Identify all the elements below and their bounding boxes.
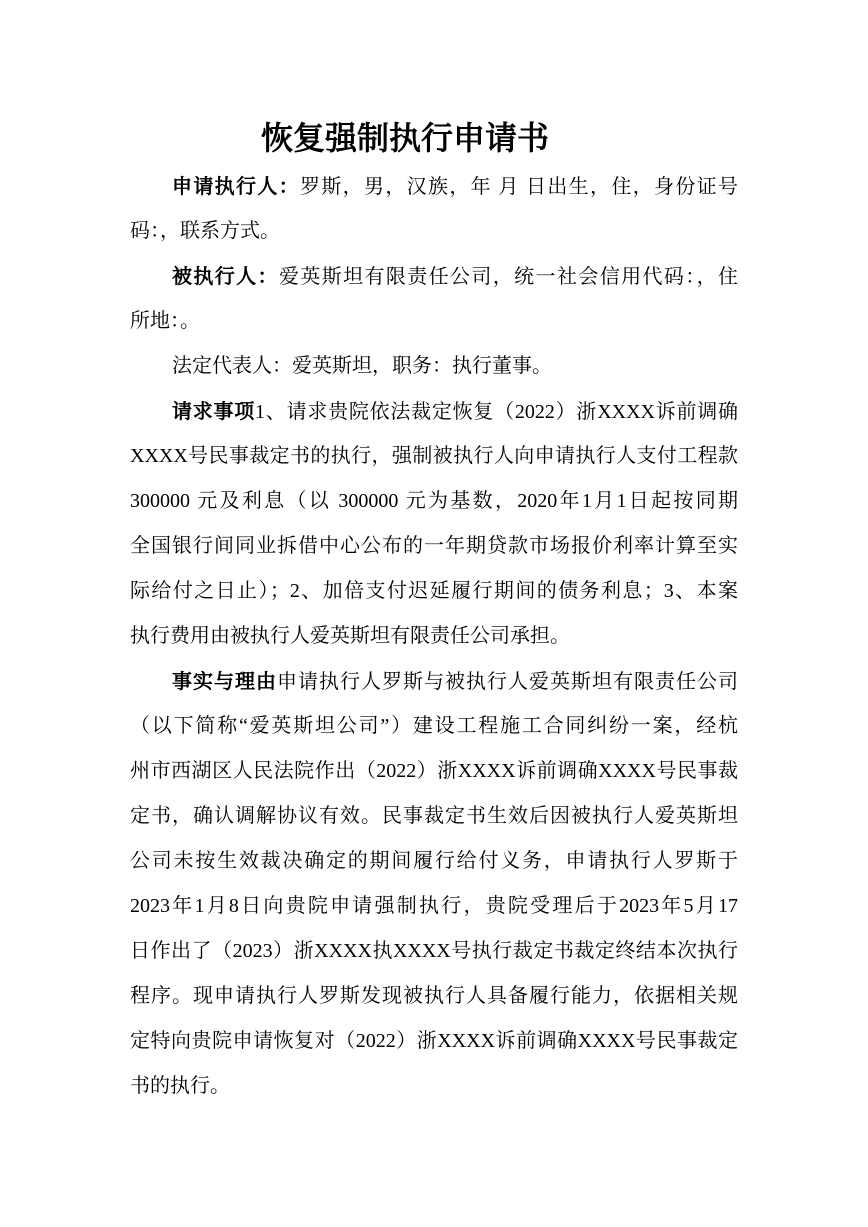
respondent-paragraph	[130, 254, 738, 344]
paragraph-line: （以下简称“爱英斯坦公司”）建设工程施工合同纠纷一案，经杭	[130, 715, 738, 737]
paragraph-line	[130, 389, 738, 434]
paragraph-line	[130, 254, 738, 299]
paragraph-line: 公司未按生效裁决确定的期间履行给付义务，申请执行人罗斯于	[130, 850, 738, 872]
paragraph-line: 际给付之日止）；2、加倍支付迟延履行期间的债务利息；3、本案	[130, 580, 738, 602]
line-text: 罗斯，男，汉族，年 月 日出生，住，身份证号	[300, 176, 738, 198]
paragraph-line: 300000 元及利息（以 300000 元为基数，2020年1月1日起按同期	[130, 490, 738, 512]
paragraph-line: 定特向贵院申请恢复对（2022）浙XXXX诉前调确XXXX号民事裁定	[130, 1030, 738, 1052]
applicant-label: 申请执行人：	[172, 174, 300, 198]
legal-representative-paragraph	[130, 344, 738, 389]
paragraph-line: 书的执行。	[130, 1075, 230, 1097]
claims-paragraph	[130, 389, 738, 659]
paragraph-line: 定书，确认调解协议有效。民事裁定书生效后因被执行人爱英斯坦	[130, 805, 738, 827]
paragraph-line: 州市西湖区人民法院作出（2022）浙XXXX诉前调确XXXX号民事裁	[130, 760, 738, 782]
document-body	[130, 164, 738, 1109]
document-title: 恢复强制执行申请书	[260, 119, 549, 157]
paragraph-line: 日作出了（2023）浙XXXX执XXXX号执行裁定书裁定终结本次执行	[130, 940, 738, 962]
line-text: 爱英斯坦有限责任公司，统一社会信用代码：，住	[278, 266, 738, 288]
paragraph-line: 程序。现申请执行人罗斯发现被执行人具备履行能力，依据相关规	[130, 985, 738, 1007]
paragraph-line	[130, 164, 738, 209]
paragraph-line: 法定代表人：爱英斯坦，职务：执行董事。	[172, 355, 552, 377]
paragraph-line: 所地：。	[130, 310, 200, 332]
applicant-paragraph	[130, 164, 738, 254]
facts-and-reasons-paragraph	[130, 659, 738, 1109]
paragraph-line: XXXX号民事裁定书的执行，强制被执行人向申请执行人支付工程款	[130, 445, 738, 467]
line-text: 1、请求贵院依法裁定恢复（2022）浙XXXX诉前调确	[255, 401, 738, 423]
paragraph-line: 码：，联系方式。	[130, 220, 280, 242]
claims-label: 请求事项	[172, 399, 256, 423]
paragraph-line: 执行费用由被执行人爱英斯坦有限责任公司承担。	[130, 625, 570, 647]
line-text: 申请执行人罗斯与被执行人爱英斯坦有限责任公司	[277, 671, 738, 693]
facts-label: 事实与理由	[172, 669, 277, 693]
respondent-label: 被执行人：	[172, 264, 279, 288]
paragraph-line: 2023年1月8日向贵院申请强制执行，贵院受理后于2023年5月17	[130, 895, 738, 917]
paragraph-line: 全国银行间同业拆借中心公布的一年期贷款市场报价利率计算至实	[130, 535, 738, 557]
paragraph-line	[130, 659, 738, 704]
